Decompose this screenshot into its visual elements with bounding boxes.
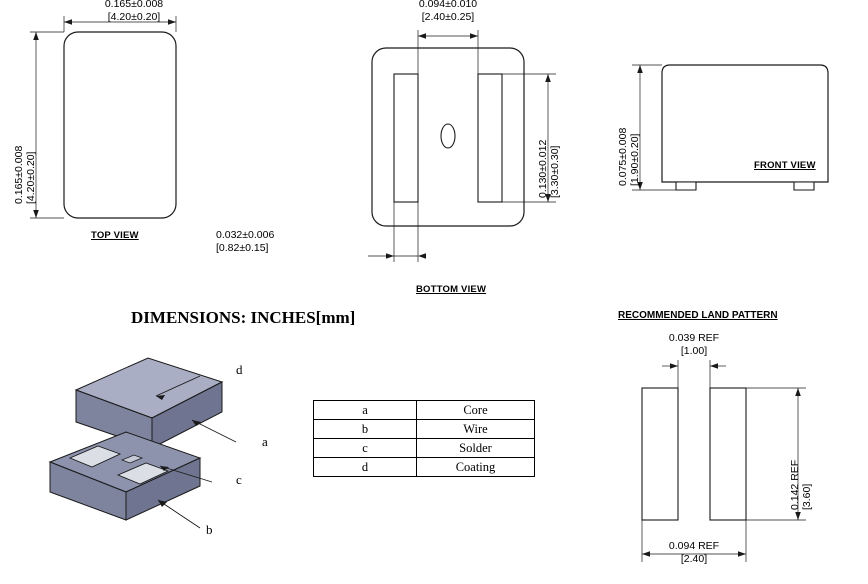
isometric-drawing — [40, 340, 310, 570]
land-pattern-gap-dimension — [644, 332, 744, 357]
land-pattern-gap-mm: [1.00] — [680, 344, 708, 357]
legend-key: b — [314, 420, 417, 439]
top-view-group — [0, 0, 260, 250]
legend-value: Coating — [417, 458, 535, 477]
top-view-width-inch: 0.165±0.008 — [104, 0, 164, 10]
legend-value: Wire — [417, 420, 535, 439]
bottom-view-pad-width-inch: 0.032±0.006 — [216, 229, 275, 241]
front-view-drawing — [620, 0, 868, 200]
top-view-label: TOP VIEW — [91, 230, 139, 241]
table-row — [314, 439, 535, 458]
top-view-width-dimension — [74, 0, 194, 23]
legend-value: Solder — [417, 439, 535, 458]
bottom-view-pad-spacing-inch: 0.094±0.010 — [418, 0, 478, 10]
isometric-views-group — [40, 340, 310, 570]
callout-d: d — [236, 362, 243, 377]
land-pattern-group — [600, 330, 868, 584]
table-row — [314, 458, 535, 477]
isometric-bottom-part — [50, 432, 212, 528]
top-view-width-mm: [4.20±0.20] — [107, 10, 161, 23]
table-row — [314, 420, 535, 439]
bottom-view-group — [216, 0, 600, 305]
legend-value: Core — [417, 401, 535, 420]
isometric-top-part — [76, 358, 236, 448]
top-view-height-inch: 0.165±0.008 — [13, 145, 25, 204]
land-pattern-gap-inch: 0.039 REF — [668, 332, 720, 344]
callout-b: b — [206, 522, 213, 537]
front-view-group — [617, 0, 868, 200]
table-row — [314, 401, 535, 420]
land-pattern-width-dimension — [644, 540, 744, 565]
front-view-height-dimension — [606, 68, 641, 188]
legend-key: c — [314, 439, 417, 458]
bottom-view-pad-spacing-mm: [2.40±0.25] — [421, 10, 475, 23]
bottom-view-label: BOTTOM VIEW — [416, 284, 487, 295]
legend-key: d — [314, 458, 417, 477]
callout-c: c — [236, 472, 242, 487]
bottom-view-pad-length-inch: 0.130±0.012 — [537, 139, 549, 198]
front-view-label: FRONT VIEW — [754, 160, 816, 171]
bottom-view-pad-spacing-dimension — [388, 0, 508, 23]
callout-a: a — [262, 434, 268, 449]
land-pattern-height-mm: [3.60] — [801, 483, 813, 510]
land-pattern-width-inch: 0.094 REF — [668, 540, 720, 552]
top-view-height-mm: [4.20±0.20] — [25, 151, 37, 204]
land-pattern-height-dimension — [778, 392, 813, 518]
bottom-view-pad-width-mm: [0.82±0.15] — [216, 241, 269, 254]
bottom-view-pad-width-dimension — [216, 229, 366, 254]
land-pattern-width-mm: [2.40] — [680, 552, 708, 565]
land-pattern-title: RECOMMENDED LAND PATTERN — [618, 310, 778, 321]
top-view-height-dimension — [2, 34, 37, 218]
top-view-drawing — [0, 0, 260, 250]
front-view-height-mm: [1.90±0.20] — [629, 133, 641, 186]
land-pattern-height-inch: 0.142 REF — [789, 459, 801, 510]
dimensions-title: DIMENSIONS: INCHES[mm] — [131, 308, 356, 327]
bottom-view-pad-length-dimension — [526, 78, 561, 204]
front-view-height-inch: 0.075±0.008 — [617, 127, 629, 186]
bottom-view-pad-length-mm: [3.30±0.30] — [549, 145, 561, 198]
legend-key: a — [314, 401, 417, 420]
legend-table — [313, 400, 535, 477]
